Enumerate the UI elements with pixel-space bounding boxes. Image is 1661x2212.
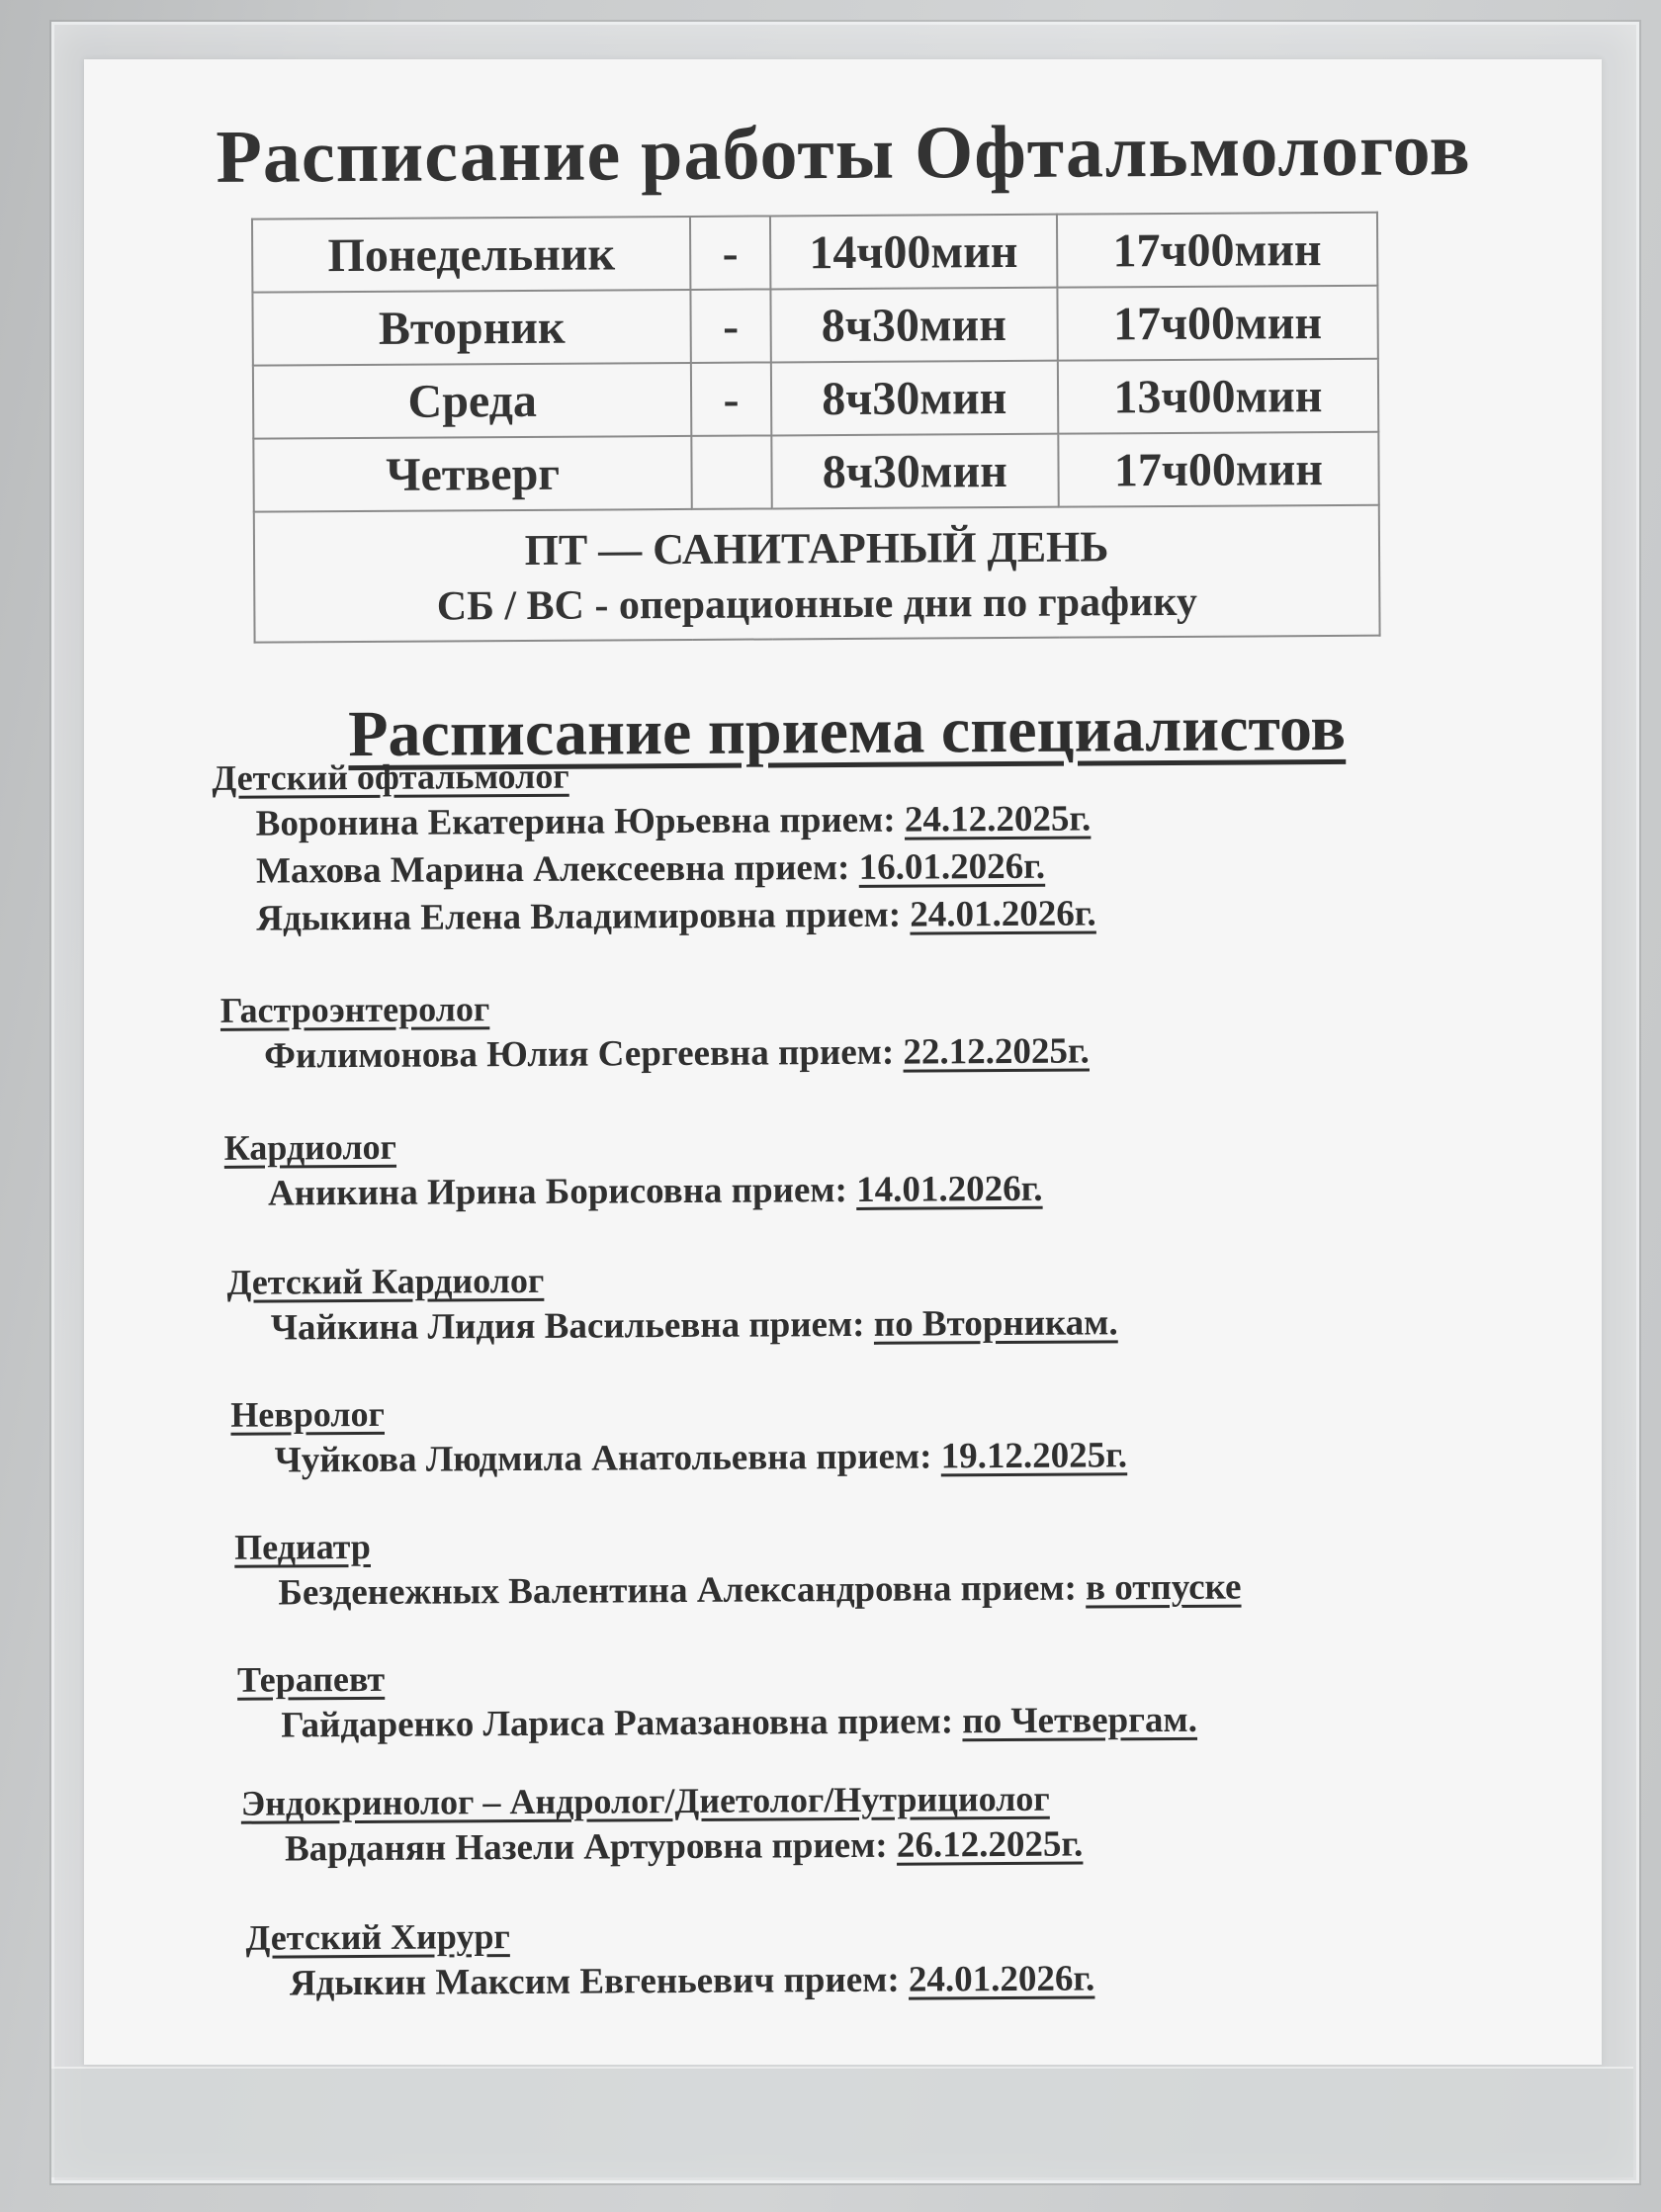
doctor-name: Аникина Ирина Борисовна прием: (267, 1169, 848, 1214)
specialist-group (224, 1120, 1043, 1218)
sheet-content (84, 54, 1614, 2069)
day-cell: Среда (253, 363, 692, 439)
weekend-note: СБ / ВС - операционные дни по графику (436, 578, 1198, 630)
specialty-heading: Терапевт (236, 1658, 386, 1700)
specialist-group (237, 1651, 1197, 1750)
doctor-name: Филимонова Юлия Сергеевна прием: (264, 1031, 895, 1077)
specialty-heading: Детский Хирург (245, 1916, 510, 1958)
doctor-name: Варданян Назели Артуровна прием: (284, 1824, 888, 1870)
doctor-name: Воронина Екатерина Юрьевна прием: (255, 799, 896, 844)
end-time-cell: 17ч00мин (1057, 213, 1378, 288)
appointment-date: в отпуске (1085, 1566, 1242, 1609)
table-row (254, 505, 1380, 643)
note-cell (254, 505, 1380, 643)
dash-cell: - (690, 216, 770, 289)
table-row (253, 432, 1378, 512)
start-time-cell: 8ч30мин (771, 361, 1059, 436)
appointment-date: 24.01.2026г. (908, 1958, 1095, 2000)
doctor-name: Махова Марина Алексеевна прием: (255, 846, 850, 892)
day-cell: Четверг (253, 436, 692, 512)
day-cell: Вторник (252, 290, 691, 366)
dash-cell (692, 435, 772, 508)
specialist-group (230, 1386, 1127, 1485)
table-row (253, 359, 1378, 439)
doctor-name: Чайкина Лидия Васильевна прием: (270, 1303, 865, 1349)
appointment-date: 16.01.2026г. (858, 845, 1046, 888)
doctor-name: Ядыкина Елена Владимировна прием: (256, 894, 902, 939)
doctor-entry (281, 1697, 1197, 1750)
frame-bottom-lip (51, 2067, 1633, 2177)
specialist-group (241, 1776, 1084, 1874)
appointment-date: по Вторникам. (873, 1302, 1118, 1345)
specialist-group (220, 982, 1090, 1080)
doctor-name: Ядыкин Максим Евгеньевич прием: (289, 1959, 900, 2004)
dash-cell: - (691, 362, 771, 435)
specialist-group (234, 1519, 1242, 1618)
doctor-entry (275, 1432, 1128, 1484)
specialty-heading: Детский офтальмолог (212, 755, 569, 798)
page-title: Расписание работы Офтальмологов (216, 108, 1471, 199)
doctor-entry (290, 1955, 1095, 2007)
specialist-group (245, 1909, 1094, 2007)
appointment-date: 22.12.2025г. (903, 1030, 1090, 1073)
day-cell: Понедельник (252, 217, 691, 293)
table-row (252, 286, 1377, 366)
doctor-entry (256, 842, 1096, 895)
specialty-heading: Кардиолог (223, 1126, 397, 1168)
doctor-entry (268, 1166, 1043, 1218)
doctor-entry (256, 795, 1096, 847)
appointment-date: по Четвергам. (962, 1699, 1198, 1742)
end-time-cell: 17ч00мин (1058, 432, 1379, 507)
section-title-text: Расписание приема специалистов (348, 691, 1347, 771)
appointment-date: 26.12.2025г. (896, 1823, 1084, 1866)
sanitary-day-note: ПТ — САНИТАРНЫЙ ДЕНЬ (524, 522, 1109, 575)
appointment-date: 14.01.2026г. (856, 1168, 1043, 1210)
appointment-date: 19.12.2025г. (940, 1435, 1128, 1477)
end-time-cell: 13ч00мин (1058, 359, 1379, 434)
start-time-cell: 14ч00мин (770, 215, 1058, 290)
doctor-entry (278, 1564, 1241, 1618)
doctor-name: Безденежных Валентина Александровна прием: (278, 1567, 1077, 1614)
dash-cell: - (691, 289, 771, 362)
specialist-group (226, 1254, 1117, 1353)
doctor-entry (264, 1027, 1090, 1080)
specialist-group (212, 750, 1096, 942)
appointment-date: 24.12.2025г. (904, 798, 1092, 841)
doctor-entry (256, 890, 1096, 942)
doctor-name: Гайдаренко Лариса Рамазановна прием: (281, 1701, 954, 1746)
specialty-heading: Детский Кардиолог (226, 1260, 545, 1302)
start-time-cell: 8ч30мин (771, 434, 1059, 509)
doctor-name: Чуйкова Людмила Анатольевна прием: (274, 1436, 932, 1481)
start-time-cell: 8ч30мин (770, 288, 1058, 363)
ophthalmologist-hours-table (251, 212, 1381, 644)
schedule-sheet (84, 59, 1602, 2065)
doctor-entry (285, 1821, 1084, 1874)
specialty-heading: Невролог (230, 1393, 385, 1435)
specialty-heading: Эндокринолог – Андролог/Диетолог/Нутрициолог (240, 1778, 1050, 1823)
appointment-date: 24.01.2026г. (910, 893, 1096, 935)
specialty-heading: Педиатр (234, 1526, 371, 1567)
table-row (252, 213, 1377, 293)
end-time-cell: 17ч00мин (1057, 286, 1378, 361)
doctor-entry (271, 1299, 1118, 1352)
specialty-heading: Гастроэнтеролог (219, 989, 490, 1030)
